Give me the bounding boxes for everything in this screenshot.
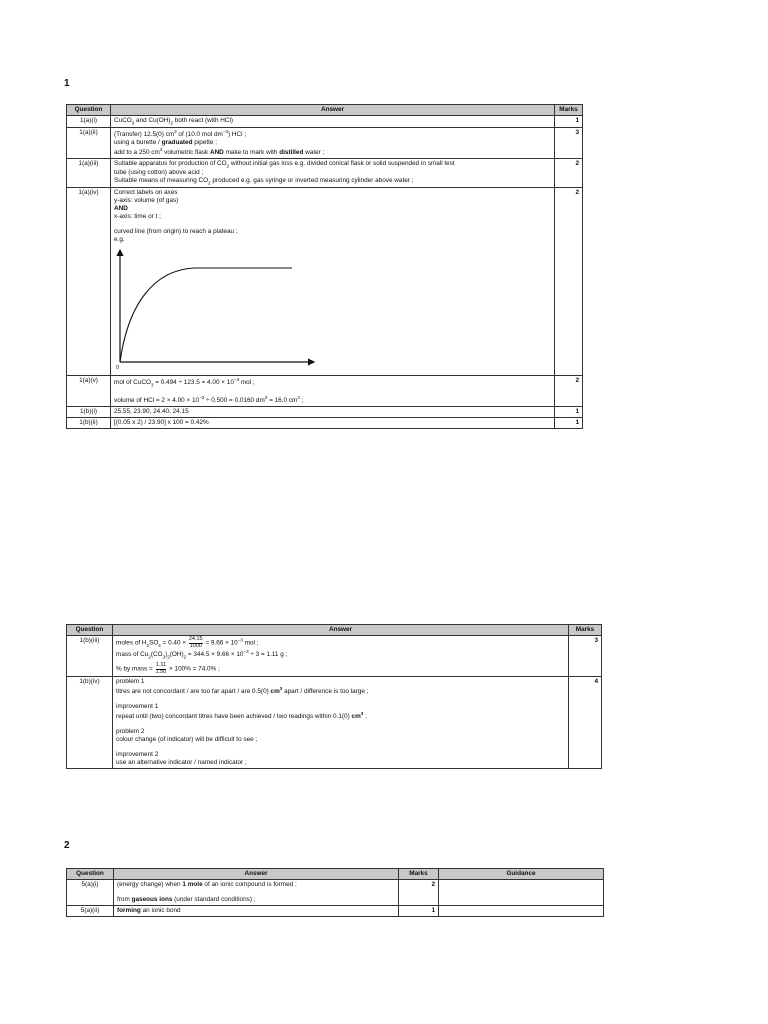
question-number-2: 2 <box>64 840 70 851</box>
header-guidance: Guidance <box>439 869 604 880</box>
marks-cell: 4 <box>569 677 602 769</box>
answer-bold: cm <box>351 713 361 721</box>
header-marks: Marks <box>555 105 583 116</box>
answer-cell <box>111 187 555 375</box>
answer-cell: forming an ionic bond <box>114 906 399 917</box>
table-row <box>67 159 583 188</box>
header-marks: Marks <box>569 625 602 636</box>
answer-cell: (Transfer) 12.5(0) $cm^3$ of (10.0 mol $dm^{-3}$) HCl ; using a burette / graduated pipette ; add to a 250 $cm^3$ volumetric flask AND make to mark with distilled water ; <box>111 127 555 158</box>
answer-line: problem 1 <box>116 678 145 686</box>
question-cell: 1(a)(iv) <box>67 187 111 375</box>
table-row <box>67 636 602 677</box>
answer-bold: forming <box>117 907 141 914</box>
table-header-row <box>67 869 604 880</box>
marks-cell: 1 <box>555 418 583 429</box>
answer-line: improvement 1 <box>116 703 159 711</box>
mark-scheme-table-2 <box>66 624 602 769</box>
table-header-row <box>67 625 602 636</box>
table-row <box>67 677 602 769</box>
sketch-graph <box>114 244 324 374</box>
question-number-1: 1 <box>64 78 70 89</box>
marks-cell: 2 <box>555 375 583 406</box>
answer-bold: cm <box>270 688 280 696</box>
marks-cell: 2 <box>399 880 439 906</box>
table-row <box>67 906 604 917</box>
header-question: Question <box>67 105 111 116</box>
table-row <box>67 418 583 429</box>
answer-cell: Suitable apparatus for production of $CO_2$ without initial gas loss e.g. divided conical flask or solid suspended in small test tube (using cotton) above acid ; Suitable means of measuring $CO_2$ produced e.g. gas syringe or inverted measuring cylinder above water ; <box>111 159 555 188</box>
marks-cell: 2 <box>555 159 583 188</box>
question-cell: 1(b)(i) <box>67 407 111 418</box>
marks-cell: 1 <box>399 906 439 917</box>
answer-line: x-axis: time or t ; <box>114 212 161 220</box>
guidance-cell <box>439 906 604 917</box>
marks-cell: 3 <box>569 636 602 677</box>
origin-label: 0 <box>116 364 120 371</box>
answer-bold: graduated <box>161 139 193 147</box>
guidance-cell <box>439 880 604 906</box>
header-question: Question <box>67 625 113 636</box>
answer-cell: (energy change) when 1 mole of an ionic compound is formed ; from gaseous ions (under standard conditions) ; <box>114 880 399 906</box>
answer-line: y-axis: volume (of gas) <box>114 196 179 204</box>
question-cell: 5(a)(i) <box>67 880 114 906</box>
answer-bold: distilled <box>279 149 304 157</box>
answer-line: problem 2 <box>116 728 145 736</box>
table-row <box>67 407 583 418</box>
question-cell: 1(a)(v) <box>67 375 111 406</box>
table-row <box>67 187 583 375</box>
question-cell: 1(a)(i) <box>67 116 111 128</box>
answer-cell: mol of CuCO$_3$ = $0.494 \div 123.5 = 4.00 \times 10^{-3}$ mol ; volume of HCl = $2 \times 4.00 \times 10^{-3} \div 0.500 = 0.0160$ $dm^3 = 16.0$ $cm^3$ ; <box>111 375 555 406</box>
table-row <box>67 375 583 406</box>
mark-scheme-table-1 <box>66 104 583 429</box>
header-answer: Answer <box>114 869 399 880</box>
marks-cell: 3 <box>555 127 583 158</box>
fraction: $\frac{1.11}{1.50}$ <box>155 662 167 675</box>
answer-bold: 1 mole <box>182 881 203 888</box>
question-cell: 1(b)(iv) <box>67 677 113 769</box>
question-cell: 1(b)(ii) <box>67 418 111 429</box>
question-cell: 1(a)(iii) <box>67 159 111 188</box>
answer-cell: CuCO$_3$ and $Cu(OH)_2$ both react (with HCl) <box>111 116 555 128</box>
answer-cell: 25.55, 23.90, 24.40, 24.15 <box>111 407 555 418</box>
answer-cell: [(0.05 x 2) / 23.90] x 100 = 0.42% <box>111 418 555 429</box>
marks-cell: 1 <box>555 116 583 128</box>
answer-line: use an alternative indicator / named indicator ; <box>116 759 247 767</box>
question-cell: 1(a)(ii) <box>67 127 111 158</box>
marks-cell: 2 <box>555 187 583 375</box>
header-answer: Answer <box>111 105 555 116</box>
curve <box>120 268 292 362</box>
answer-line: AND <box>114 204 128 212</box>
answer-line: Correct labels on axes <box>114 188 178 196</box>
answer-bold: gaseous ions <box>131 896 173 903</box>
answer-line: colour change (of indicator) will be difficult to see ; <box>116 736 258 744</box>
answer-line: improvement 2 <box>116 751 159 759</box>
header-answer: Answer <box>113 625 569 636</box>
question-cell: 5(a)(ii) <box>67 906 114 917</box>
table-row <box>67 880 604 906</box>
answer-bold: AND <box>209 149 224 157</box>
answer-line: e.g. <box>114 235 125 243</box>
answer-line: curved line (from origin) to reach a plateau ; <box>114 227 238 235</box>
marks-cell: 1 <box>555 407 583 418</box>
answer-cell: moles of $H_2SO_4 = 0.40$ × $\frac{24.15}{1000}$ = $9.66 \times 10^{-3}$ mol ; mass of $Cu_2(CO_3)_2(OH)_2 = 344.5 \times 9.66 \times 10^{-3} \div 3 = 1.11$ g ; % by mass = $\frac{1.11}{1.50}$ × 100% = 74.0% ; <box>113 636 569 677</box>
header-marks: Marks <box>399 869 439 880</box>
mark-scheme-table-3 <box>66 868 604 917</box>
plateau-curve-graph <box>114 244 324 374</box>
table-row <box>67 127 583 158</box>
fraction: $\frac{24.15}{1000}$ <box>188 636 203 649</box>
header-question: Question <box>67 869 114 880</box>
table-row <box>67 116 583 128</box>
table-header-row <box>67 105 583 116</box>
question-cell: 1(b)(iii) <box>67 636 113 677</box>
answer-cell: problem 1 titres are not concordant / are too far apart / are 0.5(0) $cm^3$ apart / difference is too large ; improvement 1 repeat until (two) concordant titres have been achieved / two readings within 0.1(0) $cm^3$ ; problem 2 colour change (of indicator) will be difficult to see ; improvement 2 use an alternative indicator / named indicator ; <box>113 677 569 769</box>
